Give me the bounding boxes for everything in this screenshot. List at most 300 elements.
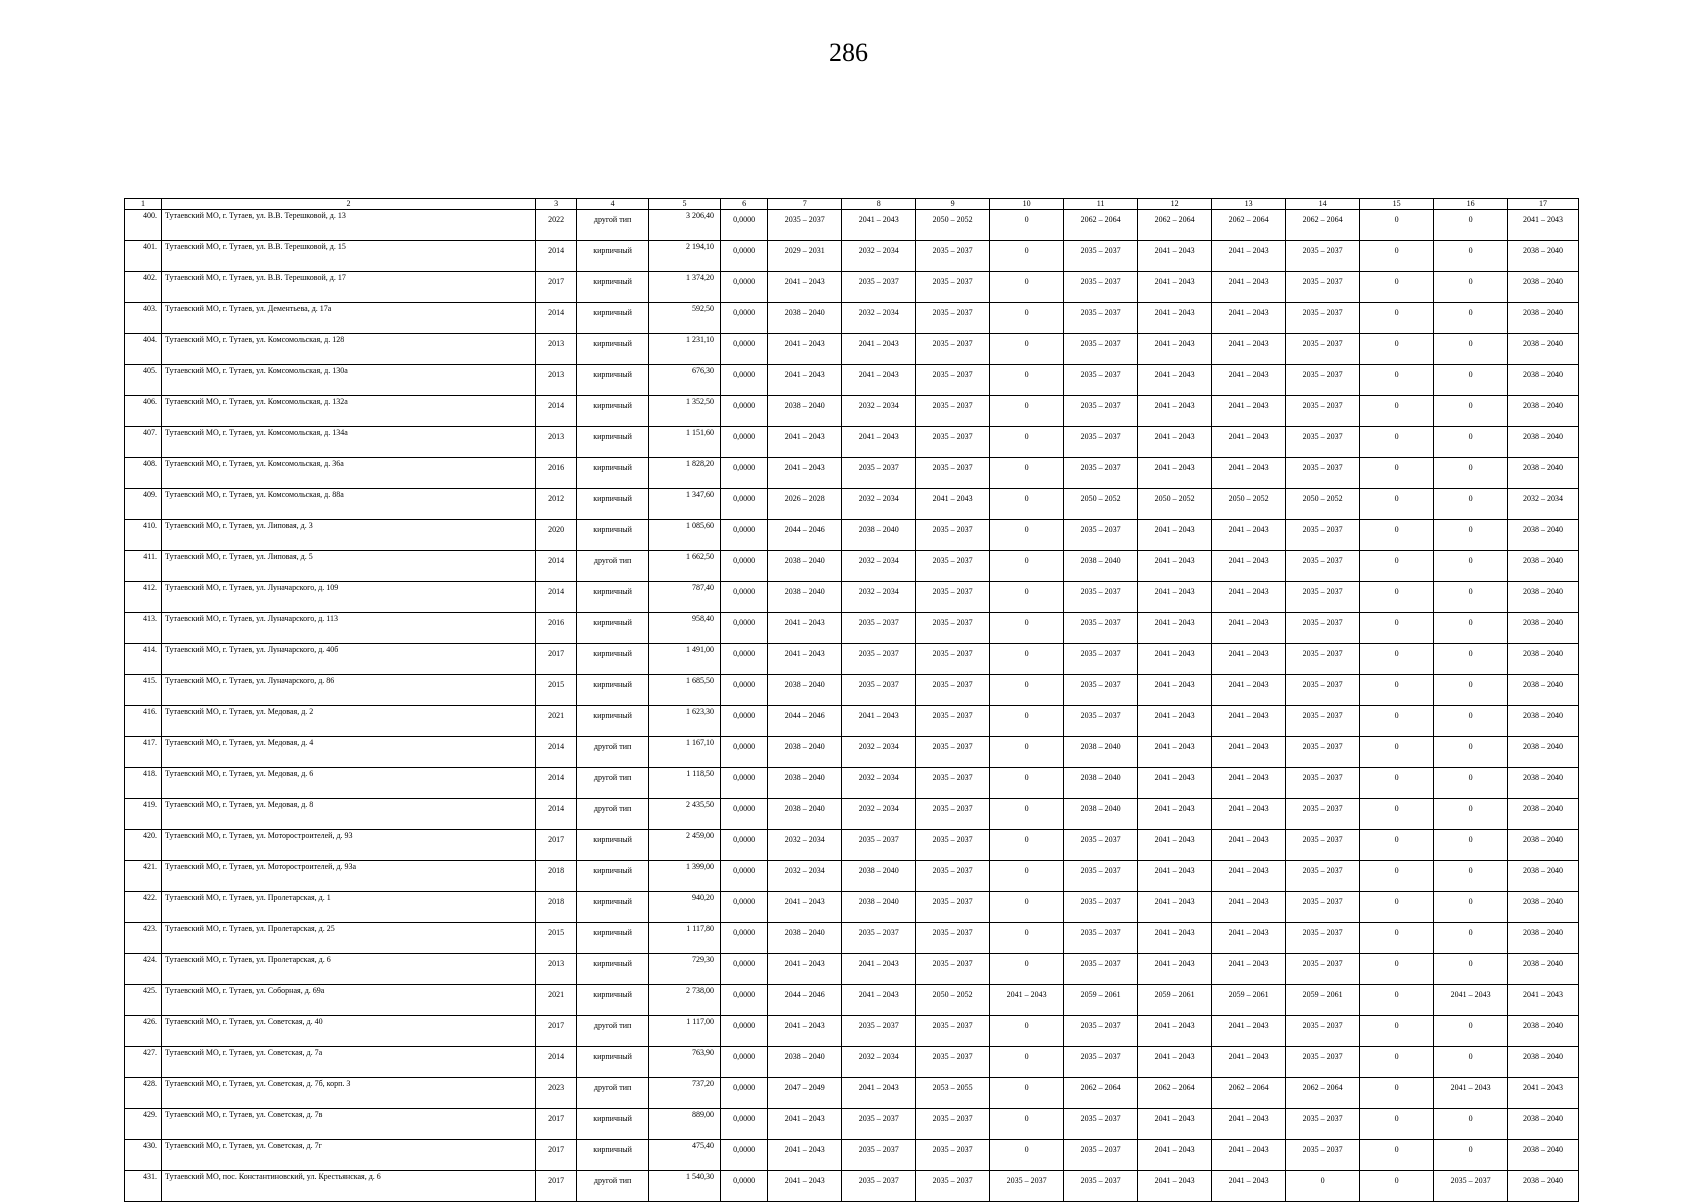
table-row xyxy=(125,613,1579,644)
period-cell: 2035 – 2037 xyxy=(916,1171,990,1202)
period-cell: 0 xyxy=(1360,706,1434,737)
period-cell: 2041 – 2043 xyxy=(1212,923,1286,954)
period-cell: 0 xyxy=(1434,427,1508,458)
period-cell: 2035 – 2037 xyxy=(916,737,990,768)
period-cell: 0 xyxy=(1434,210,1508,241)
column-header-row xyxy=(125,199,1579,210)
period-cell: 2041 – 2043 xyxy=(1138,241,1212,272)
period-cell: 2035 – 2037 xyxy=(842,1140,916,1171)
address-cell: Тутаевский МО, г. Тутаев, ул. Советская, д. 7б, корп. 3 xyxy=(161,1078,535,1109)
period-cell: 0 xyxy=(990,427,1064,458)
period-cell: 2041 – 2043 xyxy=(1138,861,1212,892)
wall-material-cell: кирпичный xyxy=(577,427,649,458)
period-cell: 0 xyxy=(1434,613,1508,644)
period-cell: 2041 – 2043 xyxy=(1212,520,1286,551)
period-cell: 2032 – 2034 xyxy=(842,489,916,520)
table-row xyxy=(125,954,1579,985)
period-cell: 2041 – 2043 xyxy=(1212,1109,1286,1140)
period-cell: 0 xyxy=(1434,365,1508,396)
column-number-header: 3 xyxy=(536,199,577,210)
value-cell: 0,0000 xyxy=(720,768,767,799)
period-cell: 2035 – 2037 xyxy=(916,768,990,799)
area-cell: 592,50 xyxy=(649,303,721,334)
period-cell: 2062 – 2064 xyxy=(1212,1078,1286,1109)
area-cell: 676,30 xyxy=(649,365,721,396)
row-number: 418. xyxy=(125,768,162,799)
table-row xyxy=(125,1016,1579,1047)
period-cell: 0 xyxy=(990,768,1064,799)
period-cell: 2035 – 2037 xyxy=(916,675,990,706)
wall-material-cell: кирпичный xyxy=(577,923,649,954)
row-number: 402. xyxy=(125,272,162,303)
period-cell: 2032 – 2034 xyxy=(842,768,916,799)
table-row xyxy=(125,706,1579,737)
area-cell: 1 117,80 xyxy=(649,923,721,954)
period-cell: 0 xyxy=(1434,334,1508,365)
area-cell: 763,90 xyxy=(649,1047,721,1078)
period-cell: 0 xyxy=(990,396,1064,427)
period-cell: 0 xyxy=(990,1140,1064,1171)
address-cell: Тутаевский МО, г. Тутаев, ул. Медовая, д. 2 xyxy=(161,706,535,737)
table-row xyxy=(125,272,1579,303)
wall-material-cell: кирпичный xyxy=(577,861,649,892)
row-number: 414. xyxy=(125,644,162,675)
period-cell: 2041 – 2043 xyxy=(1138,675,1212,706)
column-number-header: 2 xyxy=(161,199,535,210)
period-cell: 2041 – 2043 xyxy=(1138,365,1212,396)
period-cell: 2038 – 2040 xyxy=(1508,706,1579,737)
period-cell: 2035 – 2037 xyxy=(1286,396,1360,427)
year-cell: 2014 xyxy=(536,303,577,334)
area-cell: 1 662,50 xyxy=(649,551,721,582)
address-cell: Тутаевский МО, г. Тутаев, ул. Комсомольская, д. 130а xyxy=(161,365,535,396)
period-cell: 0 xyxy=(1434,830,1508,861)
period-cell: 2062 – 2064 xyxy=(1138,210,1212,241)
period-cell: 2038 – 2040 xyxy=(1508,458,1579,489)
row-number: 403. xyxy=(125,303,162,334)
year-cell: 2013 xyxy=(536,954,577,985)
row-number: 426. xyxy=(125,1016,162,1047)
period-cell: 2041 – 2043 xyxy=(1138,582,1212,613)
value-cell: 0,0000 xyxy=(720,737,767,768)
period-cell: 0 xyxy=(990,1078,1064,1109)
period-cell: 2035 – 2037 xyxy=(1064,458,1138,489)
period-cell: 2044 – 2046 xyxy=(768,520,842,551)
period-cell: 2041 – 2043 xyxy=(990,985,1064,1016)
housing-table-container xyxy=(124,198,1579,1202)
row-number: 431. xyxy=(125,1171,162,1202)
row-number: 429. xyxy=(125,1109,162,1140)
period-cell: 0 xyxy=(1360,334,1434,365)
period-cell: 0 xyxy=(1434,489,1508,520)
period-cell: 2041 – 2043 xyxy=(1212,892,1286,923)
period-cell: 0 xyxy=(1434,923,1508,954)
period-cell: 0 xyxy=(1360,241,1434,272)
period-cell: 2041 – 2043 xyxy=(1212,737,1286,768)
period-cell: 2038 – 2040 xyxy=(1508,799,1579,830)
address-cell: Тутаевский МО, г. Тутаев, ул. Медовая, д. 8 xyxy=(161,799,535,830)
period-cell: 2038 – 2040 xyxy=(1064,737,1138,768)
period-cell: 2041 – 2043 xyxy=(1138,830,1212,861)
period-cell: 2035 – 2037 xyxy=(1064,706,1138,737)
table-row xyxy=(125,241,1579,272)
period-cell: 2041 – 2043 xyxy=(768,644,842,675)
wall-material-cell: другой тип xyxy=(577,799,649,830)
period-cell: 2035 – 2037 xyxy=(916,1016,990,1047)
period-cell: 2041 – 2043 xyxy=(768,334,842,365)
period-cell: 0 xyxy=(1434,1109,1508,1140)
period-cell: 2032 – 2034 xyxy=(842,582,916,613)
period-cell: 2035 – 2037 xyxy=(916,458,990,489)
period-cell: 2035 – 2037 xyxy=(1064,396,1138,427)
period-cell: 2062 – 2064 xyxy=(1064,210,1138,241)
period-cell: 0 xyxy=(1434,520,1508,551)
wall-material-cell: кирпичный xyxy=(577,489,649,520)
period-cell: 2032 – 2034 xyxy=(1508,489,1579,520)
period-cell: 2035 – 2037 xyxy=(916,520,990,551)
year-cell: 2016 xyxy=(536,458,577,489)
period-cell: 0 xyxy=(990,520,1064,551)
wall-material-cell: кирпичный xyxy=(577,644,649,675)
row-number: 401. xyxy=(125,241,162,272)
row-number: 413. xyxy=(125,613,162,644)
period-cell: 2035 – 2037 xyxy=(1064,613,1138,644)
period-cell: 0 xyxy=(990,334,1064,365)
row-number: 410. xyxy=(125,520,162,551)
column-number-header: 15 xyxy=(1360,199,1434,210)
period-cell: 2035 – 2037 xyxy=(1286,737,1360,768)
period-cell: 0 xyxy=(1434,1016,1508,1047)
wall-material-cell: кирпичный xyxy=(577,396,649,427)
period-cell: 2041 – 2043 xyxy=(1212,1140,1286,1171)
period-cell: 2038 – 2040 xyxy=(1508,1047,1579,1078)
period-cell: 2062 – 2064 xyxy=(1064,1078,1138,1109)
period-cell: 2038 – 2040 xyxy=(842,861,916,892)
wall-material-cell: кирпичный xyxy=(577,675,649,706)
period-cell: 2038 – 2040 xyxy=(842,892,916,923)
period-cell: 2041 – 2043 xyxy=(1138,272,1212,303)
period-cell: 2041 – 2043 xyxy=(842,365,916,396)
period-cell: 2041 – 2043 xyxy=(1138,892,1212,923)
period-cell: 2062 – 2064 xyxy=(1138,1078,1212,1109)
wall-material-cell: кирпичный xyxy=(577,520,649,551)
period-cell: 2038 – 2040 xyxy=(768,768,842,799)
period-cell: 2035 – 2037 xyxy=(916,892,990,923)
period-cell: 0 xyxy=(990,1109,1064,1140)
period-cell: 0 xyxy=(990,551,1064,582)
period-cell: 0 xyxy=(1360,923,1434,954)
year-cell: 2015 xyxy=(536,923,577,954)
address-cell: Тутаевский МО, г. Тутаев, ул. В.В. Терешковой, д. 15 xyxy=(161,241,535,272)
period-cell: 2038 – 2040 xyxy=(1508,303,1579,334)
year-cell: 2017 xyxy=(536,1140,577,1171)
year-cell: 2014 xyxy=(536,396,577,427)
period-cell: 2050 – 2052 xyxy=(1212,489,1286,520)
period-cell: 2041 – 2043 xyxy=(1212,458,1286,489)
period-cell: 2035 – 2037 xyxy=(916,334,990,365)
period-cell: 2041 – 2043 xyxy=(1212,613,1286,644)
address-cell: Тутаевский МО, г. Тутаев, ул. Советская, д. 7а xyxy=(161,1047,535,1078)
value-cell: 0,0000 xyxy=(720,861,767,892)
table-row xyxy=(125,1078,1579,1109)
period-cell: 2050 – 2052 xyxy=(1064,489,1138,520)
year-cell: 2013 xyxy=(536,334,577,365)
row-number: 420. xyxy=(125,830,162,861)
area-cell: 2 738,00 xyxy=(649,985,721,1016)
table-row xyxy=(125,520,1579,551)
period-cell: 2059 – 2061 xyxy=(1286,985,1360,1016)
period-cell: 2035 – 2037 xyxy=(842,1109,916,1140)
period-cell: 0 xyxy=(990,706,1064,737)
period-cell: 0 xyxy=(990,303,1064,334)
year-cell: 2018 xyxy=(536,861,577,892)
period-cell: 0 xyxy=(990,210,1064,241)
period-cell: 2035 – 2037 xyxy=(1286,644,1360,675)
period-cell: 2038 – 2040 xyxy=(1508,334,1579,365)
address-cell: Тутаевский МО, г. Тутаев, ул. Медовая, д. 6 xyxy=(161,768,535,799)
table-row xyxy=(125,489,1579,520)
period-cell: 2038 – 2040 xyxy=(1508,613,1579,644)
table-row xyxy=(125,675,1579,706)
period-cell: 2035 – 2037 xyxy=(916,303,990,334)
period-cell: 2041 – 2043 xyxy=(1212,582,1286,613)
area-cell: 2 459,00 xyxy=(649,830,721,861)
period-cell: 2026 – 2028 xyxy=(768,489,842,520)
period-cell: 2038 – 2040 xyxy=(1508,1016,1579,1047)
period-cell: 2038 – 2040 xyxy=(1508,241,1579,272)
column-number-header: 16 xyxy=(1434,199,1508,210)
period-cell: 0 xyxy=(1360,861,1434,892)
period-cell: 2041 – 2043 xyxy=(1212,644,1286,675)
address-cell: Тутаевский МО, г. Тутаев, ул. Комсомольская, д. 134а xyxy=(161,427,535,458)
address-cell: Тутаевский МО, г. Тутаев, ул. Дементьева, д. 17а xyxy=(161,303,535,334)
page-number: 286 xyxy=(829,38,868,67)
period-cell: 2035 – 2037 xyxy=(842,613,916,644)
period-cell: 2041 – 2043 xyxy=(768,458,842,489)
area-cell: 889,00 xyxy=(649,1109,721,1140)
period-cell: 2038 – 2040 xyxy=(1508,551,1579,582)
year-cell: 2017 xyxy=(536,1171,577,1202)
wall-material-cell: кирпичный xyxy=(577,458,649,489)
row-number: 409. xyxy=(125,489,162,520)
value-cell: 0,0000 xyxy=(720,706,767,737)
period-cell: 2038 – 2040 xyxy=(1508,830,1579,861)
period-cell: 2053 – 2055 xyxy=(916,1078,990,1109)
period-cell: 2035 – 2037 xyxy=(1286,1140,1360,1171)
year-cell: 2018 xyxy=(536,892,577,923)
address-cell: Тутаевский МО, г. Тутаев, ул. Пролетарская, д. 1 xyxy=(161,892,535,923)
period-cell: 2032 – 2034 xyxy=(842,551,916,582)
period-cell: 2041 – 2043 xyxy=(1138,923,1212,954)
period-cell: 2041 – 2043 xyxy=(768,954,842,985)
row-number: 427. xyxy=(125,1047,162,1078)
area-cell: 2 194,10 xyxy=(649,241,721,272)
area-cell: 1 117,00 xyxy=(649,1016,721,1047)
period-cell: 0 xyxy=(990,675,1064,706)
period-cell: 0 xyxy=(1360,396,1434,427)
period-cell: 0 xyxy=(1360,1016,1434,1047)
period-cell: 2038 – 2040 xyxy=(1508,861,1579,892)
area-cell: 1 685,50 xyxy=(649,675,721,706)
period-cell: 2035 – 2037 xyxy=(1064,1109,1138,1140)
wall-material-cell: кирпичный xyxy=(577,985,649,1016)
table-row xyxy=(125,582,1579,613)
period-cell: 0 xyxy=(1360,985,1434,1016)
period-cell: 2038 – 2040 xyxy=(1508,768,1579,799)
address-cell: Тутаевский МО, г. Тутаев, ул. Моторостроителей, д. 93 xyxy=(161,830,535,861)
period-cell: 2062 – 2064 xyxy=(1212,210,1286,241)
value-cell: 0,0000 xyxy=(720,830,767,861)
column-number-header: 10 xyxy=(990,199,1064,210)
period-cell: 2041 – 2043 xyxy=(1212,396,1286,427)
period-cell: 2050 – 2052 xyxy=(1138,489,1212,520)
column-number-header: 8 xyxy=(842,199,916,210)
period-cell: 0 xyxy=(990,954,1064,985)
period-cell: 2038 – 2040 xyxy=(1064,768,1138,799)
area-cell: 958,40 xyxy=(649,613,721,644)
address-cell: Тутаевский МО, г. Тутаев, ул. Советская, д. 7г xyxy=(161,1140,535,1171)
period-cell: 2035 – 2037 xyxy=(1064,427,1138,458)
period-cell: 2035 – 2037 xyxy=(1064,1047,1138,1078)
address-cell: Тутаевский МО, г. Тутаев, ул. В.В. Терешковой, д. 13 xyxy=(161,210,535,241)
wall-material-cell: кирпичный xyxy=(577,706,649,737)
period-cell: 2035 – 2037 xyxy=(916,272,990,303)
period-cell: 2038 – 2040 xyxy=(842,520,916,551)
period-cell: 2035 – 2037 xyxy=(842,830,916,861)
address-cell: Тутаевский МО, г. Тутаев, ул. Комсомольская, д. 128 xyxy=(161,334,535,365)
value-cell: 0,0000 xyxy=(720,1047,767,1078)
period-cell: 2041 – 2043 xyxy=(1138,768,1212,799)
year-cell: 2016 xyxy=(536,613,577,644)
row-number: 406. xyxy=(125,396,162,427)
period-cell: 0 xyxy=(1360,551,1434,582)
period-cell: 0 xyxy=(1360,737,1434,768)
area-cell: 3 206,40 xyxy=(649,210,721,241)
period-cell: 0 xyxy=(1434,706,1508,737)
period-cell: 2035 – 2037 xyxy=(916,582,990,613)
wall-material-cell: кирпичный xyxy=(577,830,649,861)
period-cell: 0 xyxy=(1434,582,1508,613)
period-cell: 2059 – 2061 xyxy=(1138,985,1212,1016)
period-cell: 0 xyxy=(990,458,1064,489)
area-cell: 787,40 xyxy=(649,582,721,613)
value-cell: 0,0000 xyxy=(720,1140,767,1171)
period-cell: 2038 – 2040 xyxy=(768,582,842,613)
address-cell: Тутаевский МО, г. Тутаев, ул. Медовая, д. 4 xyxy=(161,737,535,768)
row-number: 407. xyxy=(125,427,162,458)
row-number: 430. xyxy=(125,1140,162,1171)
period-cell: 2041 – 2043 xyxy=(1138,799,1212,830)
year-cell: 2023 xyxy=(536,1078,577,1109)
year-cell: 2013 xyxy=(536,427,577,458)
period-cell: 2041 – 2043 xyxy=(1138,1016,1212,1047)
column-number-header: 9 xyxy=(916,199,990,210)
period-cell: 2038 – 2040 xyxy=(1508,675,1579,706)
period-cell: 0 xyxy=(1434,954,1508,985)
period-cell: 2041 – 2043 xyxy=(842,427,916,458)
period-cell: 2062 – 2064 xyxy=(1286,210,1360,241)
period-cell: 2035 – 2037 xyxy=(990,1171,1064,1202)
period-cell: 2041 – 2043 xyxy=(1138,396,1212,427)
table-body xyxy=(125,199,1579,1202)
period-cell: 0 xyxy=(1434,644,1508,675)
period-cell: 2035 – 2037 xyxy=(1286,427,1360,458)
period-cell: 2035 – 2037 xyxy=(1064,303,1138,334)
value-cell: 0,0000 xyxy=(720,892,767,923)
period-cell: 2041 – 2043 xyxy=(1212,334,1286,365)
period-cell: 0 xyxy=(1434,272,1508,303)
year-cell: 2020 xyxy=(536,520,577,551)
period-cell: 2047 – 2049 xyxy=(768,1078,842,1109)
period-cell: 2035 – 2037 xyxy=(916,706,990,737)
year-cell: 2021 xyxy=(536,706,577,737)
period-cell: 0 xyxy=(990,799,1064,830)
wall-material-cell: другой тип xyxy=(577,1016,649,1047)
wall-material-cell: кирпичный xyxy=(577,303,649,334)
period-cell: 2044 – 2046 xyxy=(768,706,842,737)
period-cell: 2041 – 2043 xyxy=(1508,985,1579,1016)
period-cell: 2050 – 2052 xyxy=(1286,489,1360,520)
column-number-header: 17 xyxy=(1508,199,1579,210)
period-cell: 0 xyxy=(1434,675,1508,706)
period-cell: 2041 – 2043 xyxy=(1138,644,1212,675)
address-cell: Тутаевский МО, г. Тутаев, ул. Луначарского, д. 86 xyxy=(161,675,535,706)
column-number-header: 4 xyxy=(577,199,649,210)
period-cell: 2041 – 2043 xyxy=(1138,706,1212,737)
table-row xyxy=(125,768,1579,799)
period-cell: 2035 – 2037 xyxy=(916,954,990,985)
table-row xyxy=(125,1140,1579,1171)
address-cell: Тутаевский МО, г. Тутаев, ул. Комсомольская, д. 132а xyxy=(161,396,535,427)
value-cell: 0,0000 xyxy=(720,1078,767,1109)
address-cell: Тутаевский МО, г. Тутаев, ул. Липовая, д. 5 xyxy=(161,551,535,582)
wall-material-cell: кирпичный xyxy=(577,241,649,272)
wall-material-cell: кирпичный xyxy=(577,582,649,613)
period-cell: 0 xyxy=(1434,861,1508,892)
period-cell: 2035 – 2037 xyxy=(842,458,916,489)
period-cell: 0 xyxy=(1434,551,1508,582)
period-cell: 2041 – 2043 xyxy=(1212,1171,1286,1202)
table-row xyxy=(125,923,1579,954)
period-cell: 2035 – 2037 xyxy=(1064,861,1138,892)
period-cell: 2035 – 2037 xyxy=(1064,954,1138,985)
year-cell: 2014 xyxy=(536,582,577,613)
address-cell: Тутаевский МО, г. Тутаев, ул. Соборная, д. 69а xyxy=(161,985,535,1016)
period-cell: 2041 – 2043 xyxy=(1138,954,1212,985)
period-cell: 2038 – 2040 xyxy=(1508,427,1579,458)
period-cell: 0 xyxy=(1434,396,1508,427)
table-row xyxy=(125,1047,1579,1078)
address-cell: Тутаевский МО, г. Тутаев, ул. Пролетарская, д. 25 xyxy=(161,923,535,954)
period-cell: 2035 – 2037 xyxy=(916,427,990,458)
period-cell: 2035 – 2037 xyxy=(1064,272,1138,303)
value-cell: 0,0000 xyxy=(720,613,767,644)
period-cell: 0 xyxy=(1360,830,1434,861)
period-cell: 0 xyxy=(1434,241,1508,272)
period-cell: 2041 – 2043 xyxy=(1508,210,1579,241)
value-cell: 0,0000 xyxy=(720,520,767,551)
period-cell: 2035 – 2037 xyxy=(1286,1016,1360,1047)
period-cell: 2035 – 2037 xyxy=(1286,799,1360,830)
area-cell: 1 828,20 xyxy=(649,458,721,489)
period-cell: 2038 – 2040 xyxy=(768,1047,842,1078)
period-cell: 2041 – 2043 xyxy=(842,210,916,241)
period-cell: 0 xyxy=(1360,1047,1434,1078)
period-cell: 2032 – 2034 xyxy=(768,830,842,861)
period-cell: 0 xyxy=(1360,427,1434,458)
period-cell: 2041 – 2043 xyxy=(842,334,916,365)
period-cell: 2035 – 2037 xyxy=(916,613,990,644)
